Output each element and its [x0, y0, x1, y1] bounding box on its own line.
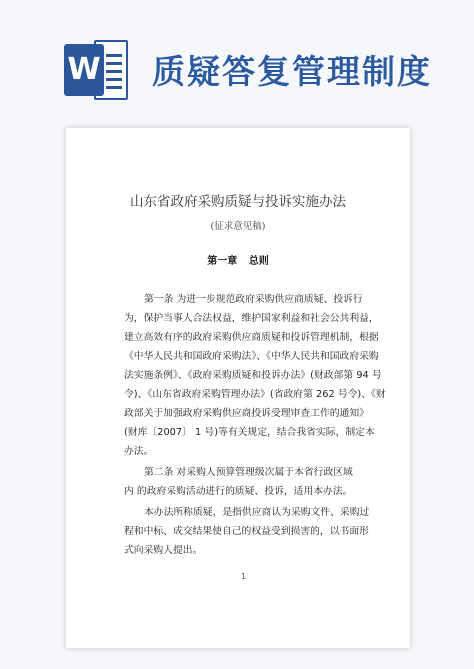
document-subtitle: (征求意见稿) [210, 221, 266, 232]
body-line: (财库〔2007〕 1 号)等有关规定，结合我省实际，制定本 [124, 427, 375, 438]
body-line: 政部关于加强政府采购供应商投诉受理审查工作的通知》 [124, 408, 369, 419]
banner [0, 0, 474, 112]
word-document-icon [64, 40, 134, 100]
body-line: 本办法所称质疑，是指供应商认为采购文件、采购过 [144, 507, 370, 518]
body-line: 第一条 为进一步规范政府采购供应商质疑、投诉行 [144, 294, 363, 305]
body-line: 内 的政府采购活动进行的质疑、投诉，适用本办法。 [124, 486, 353, 497]
body-line: 《中华人民共和国政府采购法》、《中华人民共和国政府采购 [124, 351, 379, 362]
body-line: 为，保护当事人合法权益，维护国家利益和社会公共利益， [124, 313, 379, 324]
document-title: 山东省政府采购质疑与投诉实施办法 [130, 194, 346, 210]
body-line: 法实施条例》、《政府采购质疑和投诉办法》(财政部第 94 号 [124, 370, 382, 381]
body-line: 令)、《山东省政府采购管理办法》(省政府第 262 号令)、《财 [124, 389, 386, 400]
banner-title: 质疑答复管理制度 [152, 52, 432, 91]
document-page [66, 128, 410, 648]
body-line: 程和中标、成交结果使自己的权益受到损害的，以书面形 [124, 526, 369, 537]
body-line: 建立高效有序的政府采购供应商质疑和投诉管理机制，根据 [124, 332, 379, 343]
chapter-heading: 第一章 总则 [207, 256, 269, 267]
body-line: 式向采购人提出。 [124, 545, 203, 556]
body-line: 办法。 [124, 446, 154, 457]
page-number: 1 [241, 572, 247, 581]
word-logo-letter: W [64, 44, 104, 96]
body-line: 第二条 对采购人预算管理级次属于本省行政区域 [144, 467, 353, 478]
